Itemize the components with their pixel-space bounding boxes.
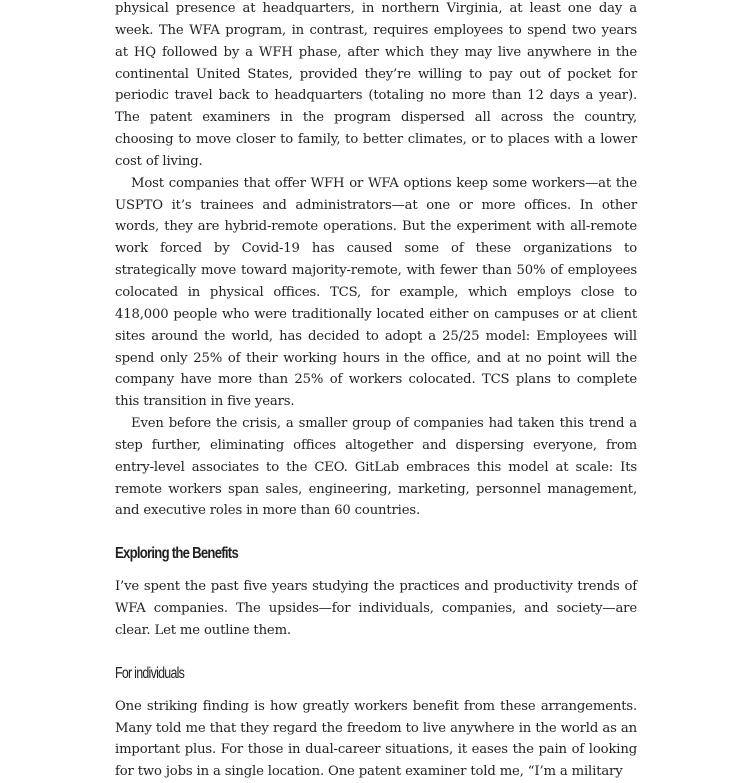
document-page xyxy=(115,0,637,783)
paragraph-for-individuals: One striking finding is how greatly workers benefit from these arrangements. Many told me that they regard the freedom to live anywhere in the world as an important plus. For those in dual-career situations, it eases the pain of looking for two jobs in a single location. One patent examiner told me, “I’m a military xyxy=(115,698,637,780)
paragraph-uspto-wfa-program: physical presence at headquarters, in northern Virginia, at least one day a week. The WFA program, in contrast, requires employees to spend two years at HQ followed by a WFH phase, after which they may live anywhere in the continental United States, provided they’re willing to pay out of pocket for periodic travel back to headquarters (totaling no more than 12 days a year). The patent examiners in the program dispersed all across the country, choosing to move closer to family, to better climates, or to places with a lower cost of living. xyxy=(115,1,637,169)
paragraph-all-remote-gitlab: Even before the crisis, a smaller group of companies had taken this trend a step further, eliminating offices altogether and dispersing everyone, from entry-level associates to the CEO. GitLab embraces this model at scale: Its remote workers span sales, engineering, marketing, personnel management, and executive roles in more than 60 countries. xyxy=(115,416,637,519)
paragraph-hybrid-remote: Most companies that offer WFH or WFA options keep some workers—at the USPTO it’s trainees and administrators—at one or more offices. In other words, they are hybrid-remote operations. But the experiment with all-remote work forced by Covid-19 has caused some of these organizations to strategically move toward majority-remote, with fewer than 50% of employees colocated in physical offices. TCS, for example, which employs close to 418,000 people who were traditionally located either on campuses or at client sites around the world, has decided to adopt a 25/25 model: Employees will spend only 25% of their working hours in the office, and at no point will the company have more than 25% of workers colocated. TCS plans to complete this transition in five years. xyxy=(115,175,637,410)
section-heading: Exploring the Benefits xyxy=(115,545,238,563)
subsection-heading: For individuals xyxy=(115,664,185,682)
paragraph-benefits-intro: I’ve spent the past five years studying the practices and productivity trends of WFA companies. The upsides—for individuals, companies, and society—are clear. Let me outline them. xyxy=(115,579,637,638)
